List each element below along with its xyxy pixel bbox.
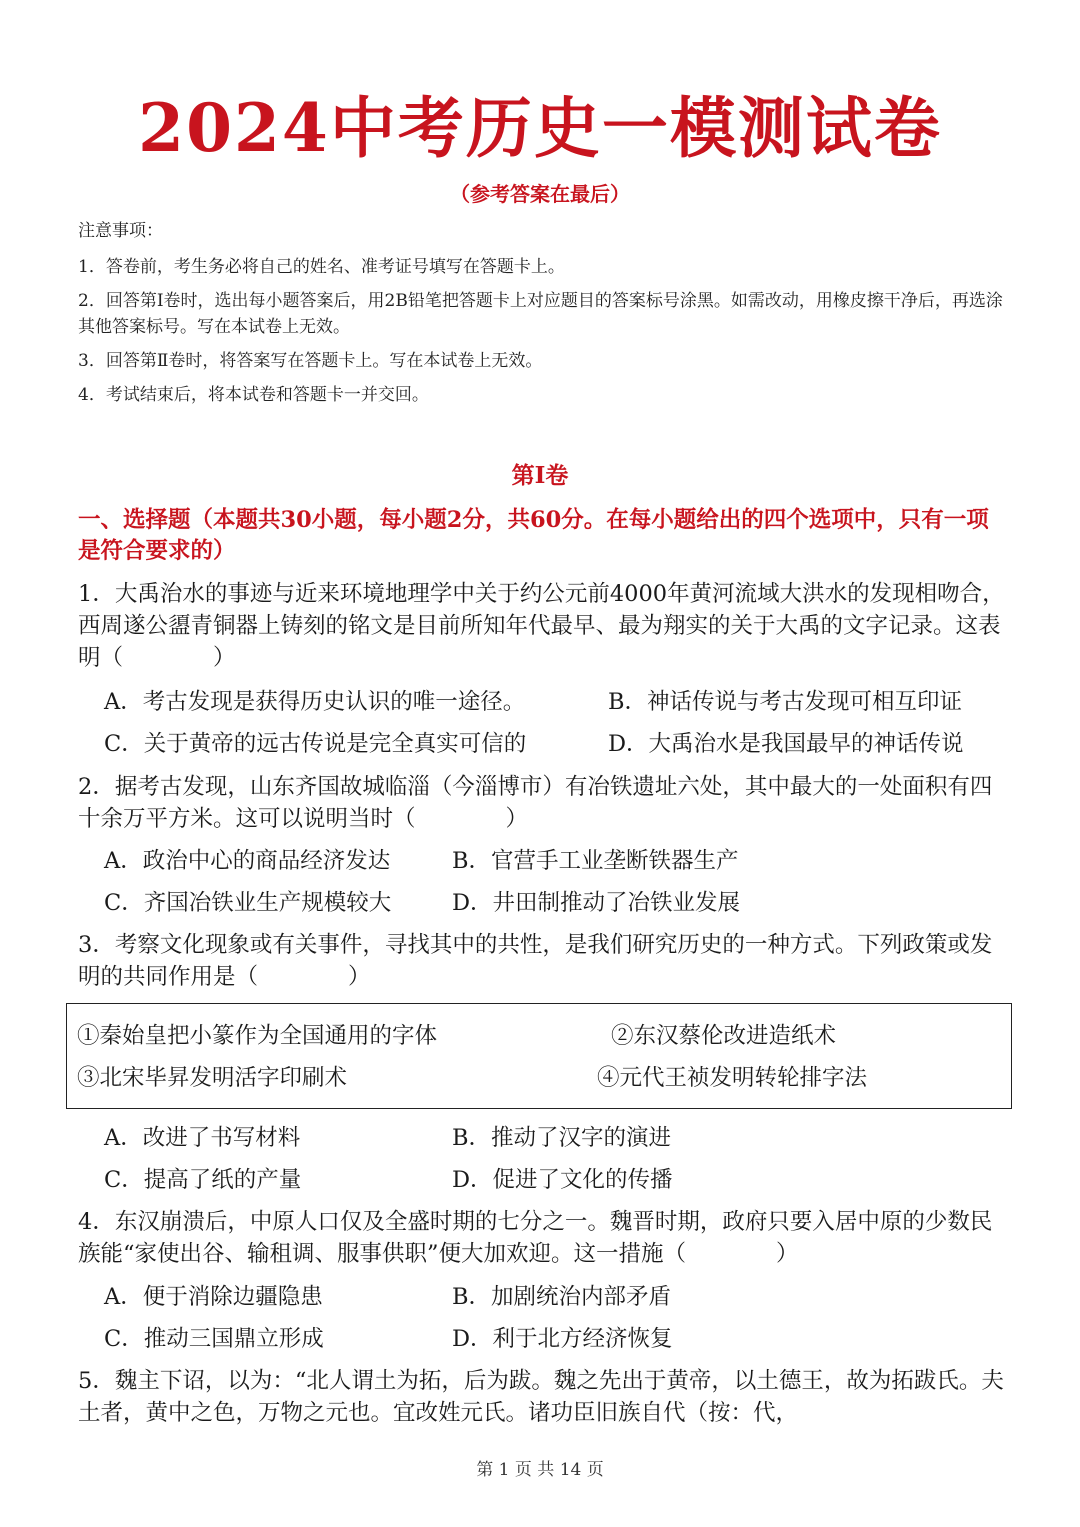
question-3-material-box xyxy=(66,1003,1012,1109)
question-3-option-b: B．推动了汉字的演进 xyxy=(452,1125,672,1151)
question-4-option-b: B．加剧统治内部矛盾 xyxy=(452,1284,672,1310)
question-4-stem: 4．东汉崩溃后，中原人口仅及全盛时期的七分之一。魏晋时期，政府只要入居中原的少数民族能“家使出谷、输租调、服事供职”便大加欢迎。这一措施（ ） xyxy=(78,1209,993,1267)
question-2-stem: 2．据考古发现，山东齐国故城临淄（今淄博市）有冶铁遗址六处，其中最大的一处面积有四十余万平方米。这可以说明当时（ ） xyxy=(78,774,993,832)
notes-block xyxy=(78,218,1008,416)
question-3-option-a: A．改进了书写材料 xyxy=(104,1125,301,1151)
question-3-option-c: C．提高了纸的产量 xyxy=(104,1167,302,1193)
notes-heading: 注意事项： xyxy=(78,221,163,241)
question-1-option-c: C．关于黄帝的远古传说是完全真实可信的 xyxy=(104,731,527,757)
answer-note: （参考答案在最后） xyxy=(450,182,630,206)
part-heading: 一、选择题（本题共30小题，每小题2分，共60分。在每小题给出的四个选项中，只有一项是符合要求的） xyxy=(78,507,989,564)
question-1-stem: 1．大禹治水的事迹与近来环境地理学中关于约公元前4000年黄河流域大洪水的发现相吻合，西周遂公盨青铜器上铸刻的铭文是目前所知年代最早、最为翔实的关于大禹的文字记录。这表明（ ） xyxy=(78,581,1005,671)
page-footer: 第 1 页 共 14 页 xyxy=(476,1460,604,1480)
question-2-option-a: A．政治中心的商品经济发达 xyxy=(104,848,391,874)
material-item-3: ③北宋毕昇发明活字印刷术 xyxy=(77,1065,348,1091)
question-1-option-d: D．大禹治水是我国最早的神话传说 xyxy=(608,731,964,757)
note-item-2: 2．回答第Ⅰ卷时，选出每小题答案后，用2B铅笔把答题卡上对应题目的答案标号涂黑。如需改动，用橡皮擦干净后，再选涂其他答案标号。写在本试卷上无效。 xyxy=(78,291,1003,337)
note-item-4: 4．考试结束后，将本试卷和答题卡一并交回。 xyxy=(78,385,429,405)
page-title: 2024中考历史一模测试卷 xyxy=(138,89,942,167)
material-item-1: ①秦始皇把小篆作为全国通用的字体 xyxy=(77,1023,438,1049)
material-item-4: ④元代王祯发明转轮排字法 xyxy=(597,1065,868,1091)
question-2-option-c: C．齐国冶铁业生产规模较大 xyxy=(104,890,392,916)
question-1-option-b: B．神话传说与考古发现可相互印证 xyxy=(608,689,963,715)
question-4-option-c: C．推动三国鼎立形成 xyxy=(104,1326,324,1352)
question-1-option-a: A．考古发现是获得历史认识的唯一途径。 xyxy=(104,689,526,715)
material-item-2: ②东汉蔡伦改进造纸术 xyxy=(611,1023,837,1049)
note-item-1: 1．答卷前，考生务必将自己的姓名、准考证号填写在答题卡上。 xyxy=(78,257,565,277)
question-4-option-a: A．便于消除边疆隐患 xyxy=(104,1284,323,1310)
question-2-option-d: D．井田制推动了冶铁业发展 xyxy=(452,890,741,916)
question-4-option-d: D．利于北方经济恢复 xyxy=(452,1326,673,1352)
question-3-option-d: D．促进了文化的传播 xyxy=(452,1167,673,1193)
section-heading: 第Ⅰ卷 xyxy=(511,462,569,489)
question-5-stem: 5．魏主下诏，以为：“北人谓土为拓，后为跋。魏之先出于黄帝，以土德王，故为拓跋氏。夫土者，黄中之色，万物之元也。宜改姓元氏。诸功臣旧族自代（按：代， xyxy=(78,1368,1004,1426)
note-item-3: 3．回答第Ⅱ卷时，将答案写在答题卡上。写在本试卷上无效。 xyxy=(78,351,543,371)
question-2-option-b: B．官营手工业垄断铁器生产 xyxy=(452,848,739,874)
question-3-stem: 3．考察文化现象或有关事件，寻找其中的共性，是我们研究历史的一种方式。下列政策或发明的共同作用是（ ） xyxy=(78,932,993,990)
